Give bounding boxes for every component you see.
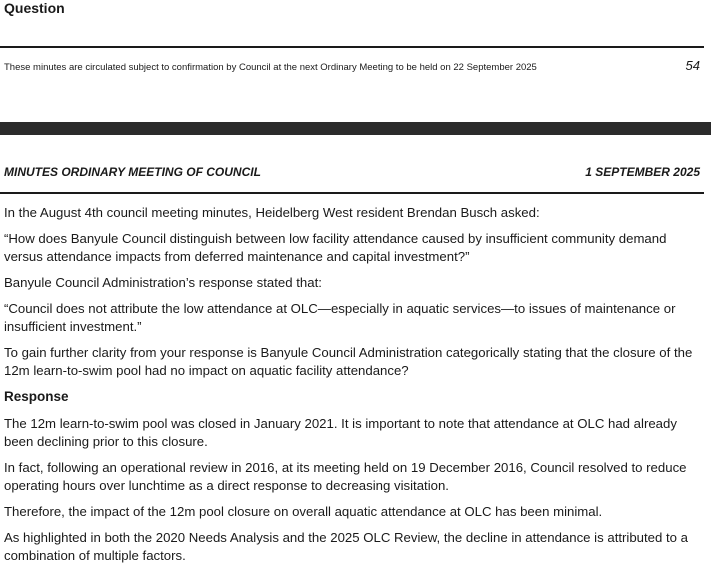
response-paragraph-4: As highlighted in both the 2020 Needs Analysis and the 2025 OLC Review, the decline in attendance is attributed to a combination of multiple factors. bbox=[4, 530, 689, 563]
page-number: 54 bbox=[685, 58, 700, 73]
question-heading: Question bbox=[4, 0, 65, 16]
page-break-bar bbox=[0, 122, 711, 135]
question-paragraph-3: Banyule Council Administration’s response stated that: bbox=[4, 275, 322, 290]
question-paragraph-5: To gain further clarity from your response is Banyule Council Administration categorically stating that the closure of the 12m learn-to-swim pool had no impact on aquatic facility attendance? bbox=[4, 345, 693, 378]
question-paragraph-2: “How does Banyule Council distinguish between low facility attendance caused by insufficient community demand versus attendance impacts from deferred maintenance and capital investment?” bbox=[4, 231, 667, 264]
question-paragraph-4: “Council does not attribute the low attendance at OLC—especially in aquatic services—to issues of maintenance or insufficient investment.” bbox=[4, 301, 676, 334]
response-paragraph-2: In fact, following an operational review in 2016, at its meeting held on 19 December 2016, Council resolved to reduce operating hours over lunchtime as a direct response to decreasing visitation. bbox=[4, 460, 687, 493]
footer-note: These minutes are circulated subject to confirmation by Council at the next Ordinary Meeting to be held on 22 September 2025 bbox=[4, 62, 537, 73]
header-rule bbox=[0, 192, 704, 194]
response-paragraph-1: The 12m learn-to-swim pool was closed in January 2021. It is important to note that attendance at OLC had already been declining prior to this closure. bbox=[4, 416, 677, 449]
response-heading: Response bbox=[4, 389, 69, 404]
response-paragraph-3: Therefore, the impact of the 12m pool closure on overall aquatic attendance at OLC has been minimal. bbox=[4, 504, 603, 519]
header-title: MINUTES ORDINARY MEETING OF COUNCIL bbox=[4, 165, 261, 179]
header-date: 1 SEPTEMBER 2025 bbox=[585, 165, 700, 179]
question-paragraph-1: In the August 4th council meeting minutes, Heidelberg West resident Brendan Busch asked: bbox=[4, 205, 540, 220]
footer-rule bbox=[0, 46, 704, 48]
